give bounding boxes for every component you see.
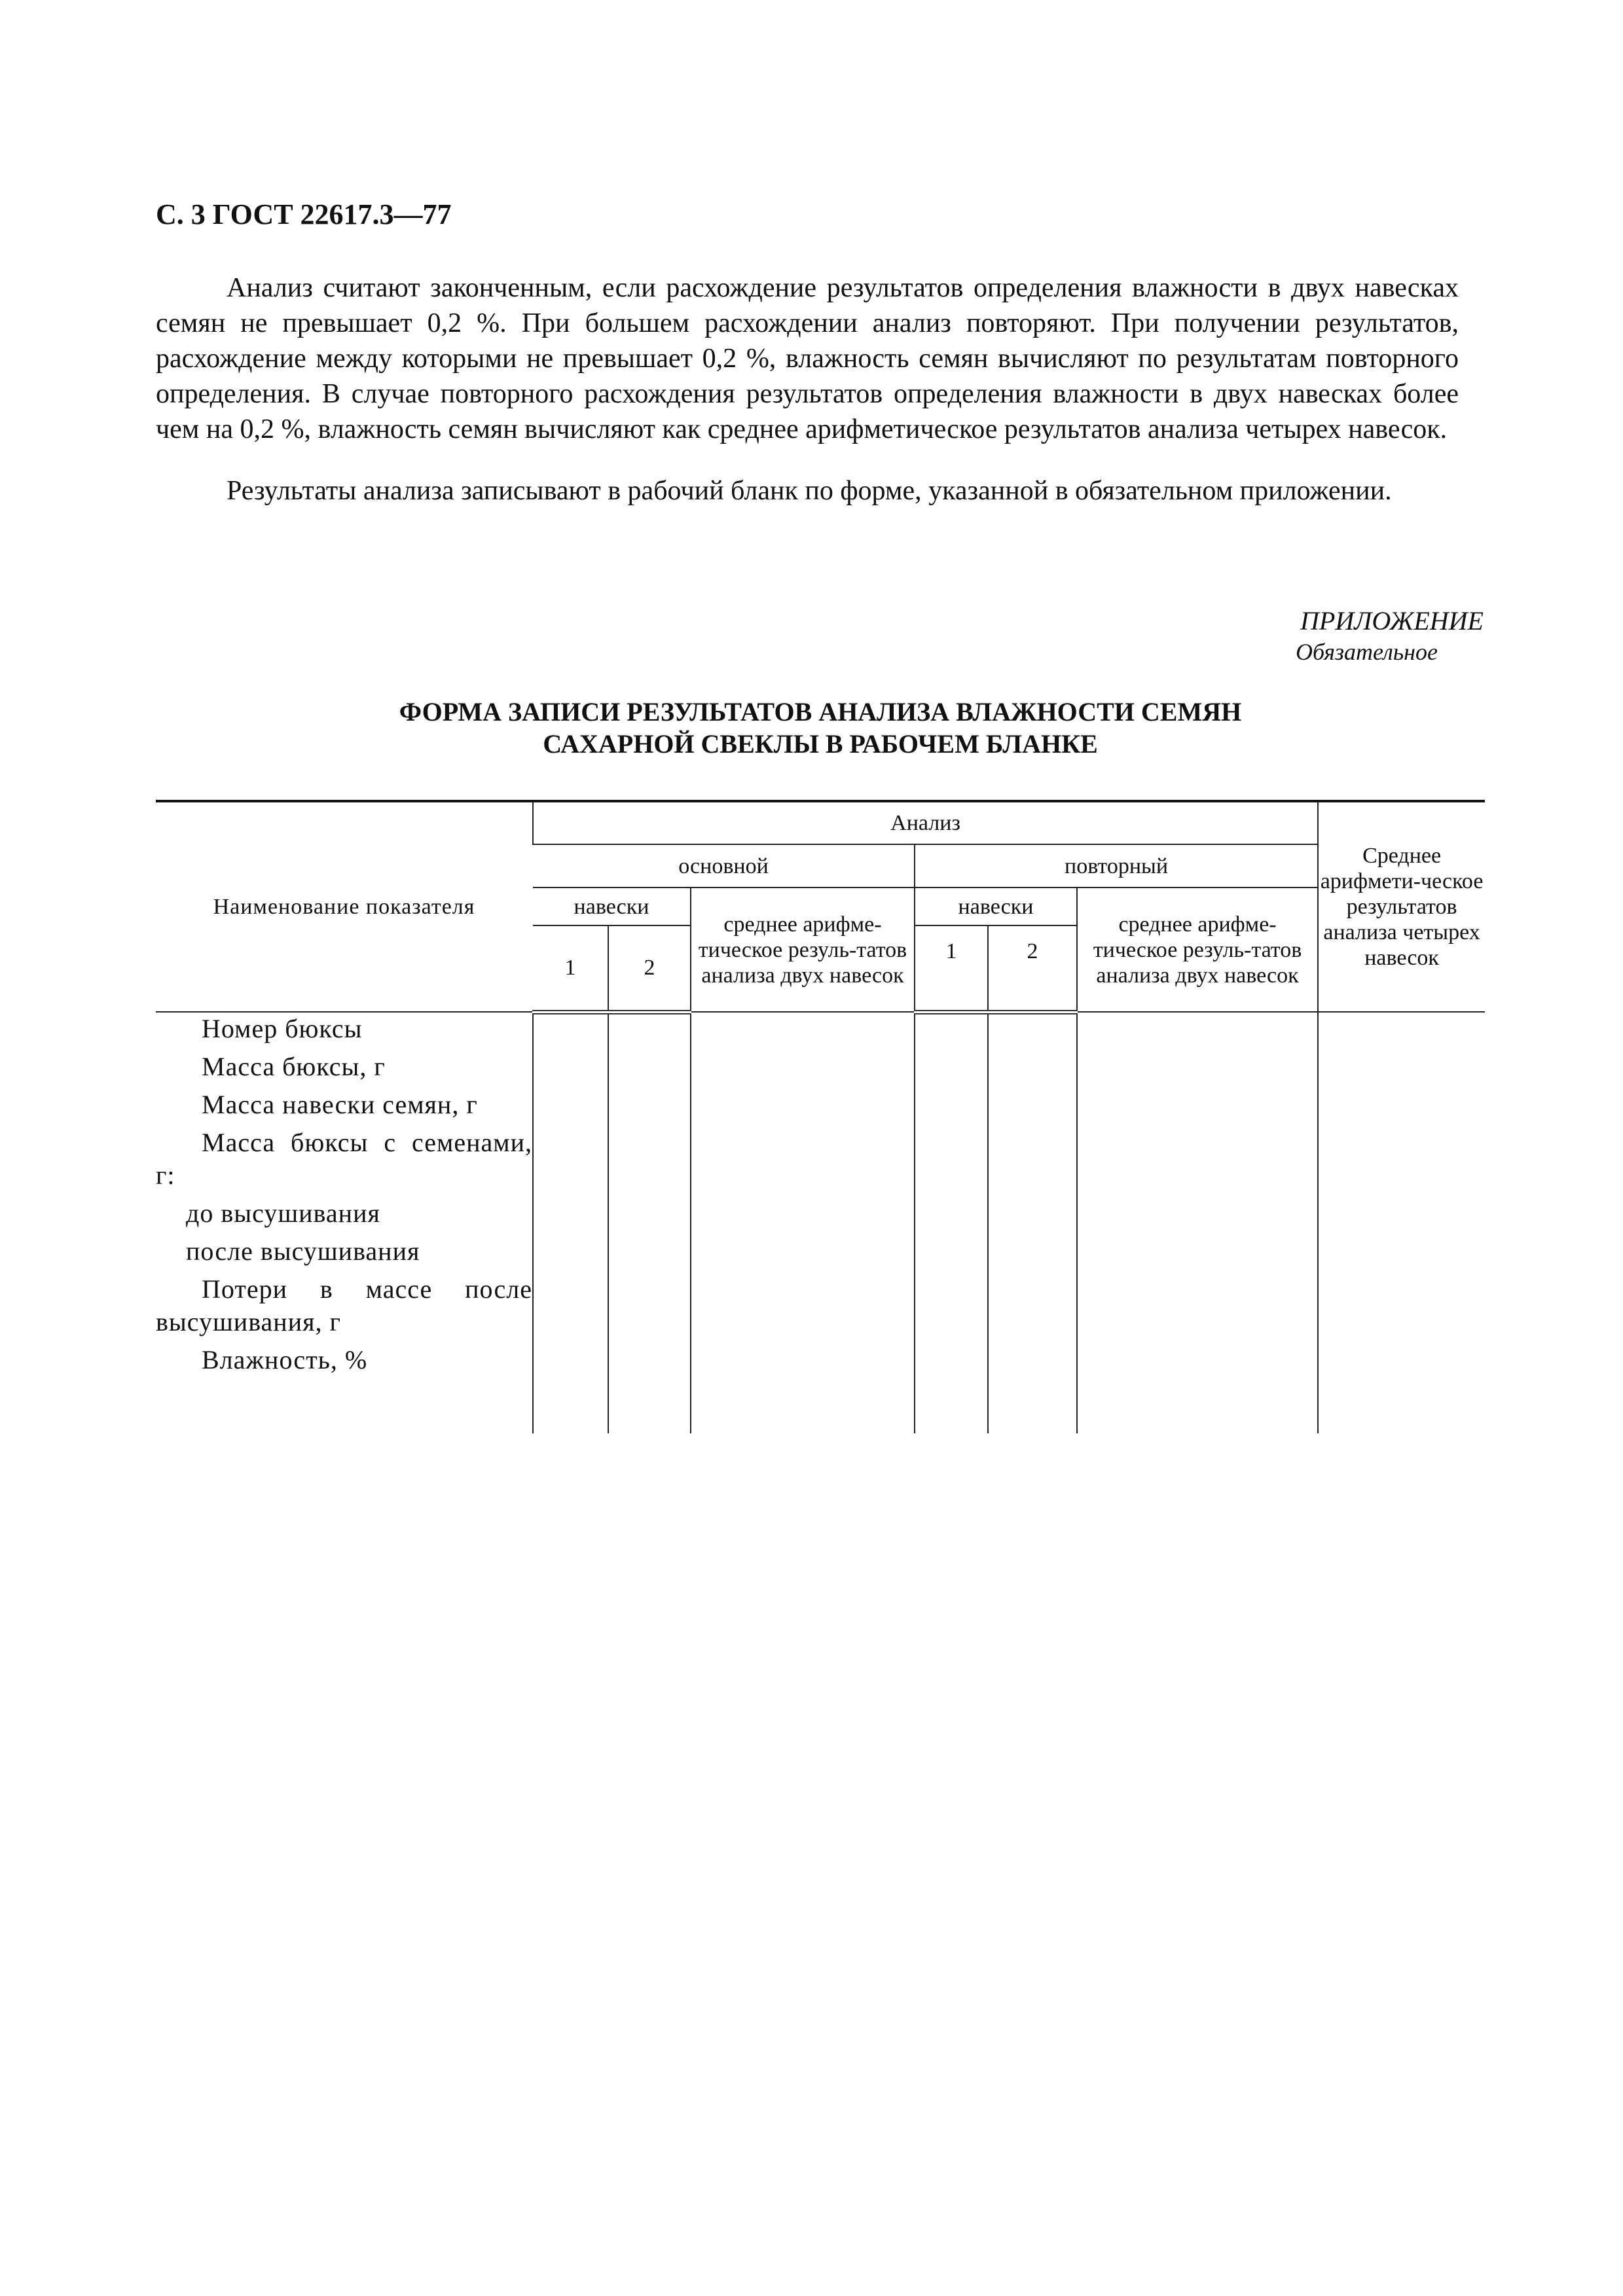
row-label-box-with-seeds: Масса бюксы с семенами, г: [156, 1128, 532, 1190]
header-repeat-portion-1: 1 [915, 925, 988, 1012]
value-cell-repeat-portion-1 [915, 1012, 988, 1433]
header-main-portion-2: 2 [608, 925, 691, 1012]
header-analysis: Анализ [533, 801, 1318, 844]
row-label-moisture: Влажность, % [202, 1345, 368, 1374]
value-cell-mean-four [1318, 1012, 1485, 1433]
row-label-box-mass: Масса бюксы, г [202, 1052, 386, 1081]
page-header: С. 3 ГОСТ 22617.3—77 [156, 198, 452, 230]
header-main-analysis: основной [533, 844, 915, 888]
header-repeat-analysis: повторный [915, 844, 1318, 888]
appendix-status: Обязательное [1296, 639, 1438, 665]
header-repeat-portions: навески [915, 888, 1077, 925]
header-mean-four: Среднее арифмети-ческое результатов анализа четырех навесок [1318, 801, 1485, 1012]
form-title-line-1: ФОРМА ЗАПИСИ РЕЗУЛЬТАТОВ АНАЛИЗА ВЛАЖНОСТИ СЕМЯН [399, 697, 1242, 726]
row-label-before-drying: до высушивания [186, 1198, 380, 1228]
row-label-sample-mass: Масса навески семян, г [202, 1090, 478, 1119]
paragraph-recording-rule: Результаты анализа записывают в рабочий бланк по форме, указанной в обязательном приложении. [227, 476, 1392, 506]
results-form-table [156, 800, 1485, 1433]
form-title [156, 696, 1485, 760]
row-label-box-number: Номер бюксы [202, 1014, 363, 1043]
row-labels [156, 1012, 533, 1433]
value-cell-repeat-portion-2 [988, 1012, 1077, 1433]
value-cell-main-portion-1 [533, 1012, 608, 1433]
header-main-portion-1: 1 [533, 925, 608, 1012]
header-repeat-mean-two: среднее арифме-тическое резуль-татов анализа двух навесок [1077, 888, 1318, 1012]
header-repeat-portion-2: 2 [988, 925, 1077, 1012]
paragraph-completion-rule: Анализ считают законченным, если расхождение результатов определения влажности в двух навесках семян не превышает 0,2 %. При большем расхождении анализ повторяют. При получении результатов, расхождение между которыми не превышает 0,2 %, влажность семян вычисляют по результатам повторного определения. В случае повторного расхождения результатов определения влажности в двух навесках более чем на 0,2 %, влажность семян вычисляют как среднее арифметическое результатов анализа четырех навесок. [156, 273, 1459, 444]
header-indicator-name: Наименование показателя [156, 801, 533, 1012]
header-main-mean-two: среднее арифме-тическое резуль-татов анализа двух навесок [691, 888, 915, 1012]
appendix-label: ПРИЛОЖЕНИЕ [1300, 606, 1484, 636]
row-label-mass-loss: Потери в массе после высушивания, г [156, 1274, 532, 1336]
value-cell-repeat-mean [1077, 1012, 1318, 1433]
form-title-line-2: САХАРНОЙ СВЕКЛЫ В РАБОЧЕМ БЛАНКЕ [543, 729, 1098, 759]
value-cell-main-mean [691, 1012, 915, 1433]
header-main-portions: навески [533, 888, 691, 925]
value-cell-main-portion-2 [608, 1012, 691, 1433]
row-label-after-drying: после высушивания [186, 1236, 420, 1266]
